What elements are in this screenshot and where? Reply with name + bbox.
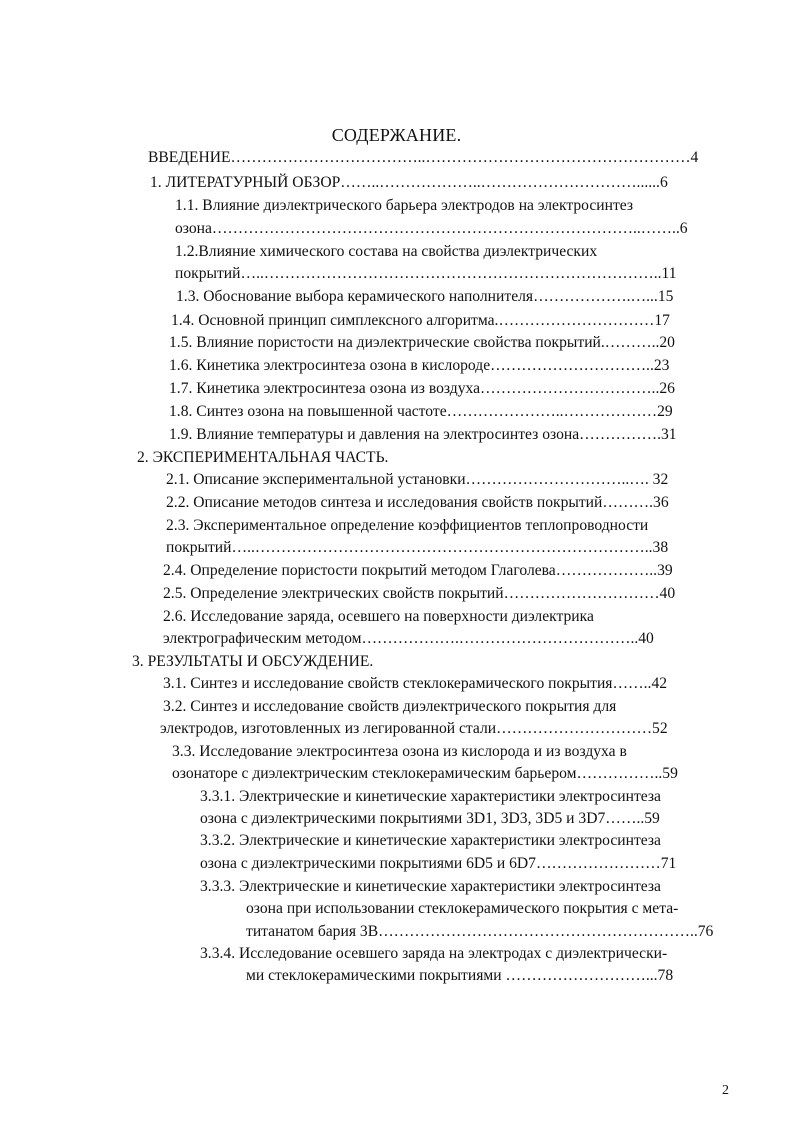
- toc-line-introduction: ВВЕДЕНИЕ………………………………..……………………………………………4: [148, 149, 699, 166]
- toc-line-2-6: 2.6. Исследование заряда, осевшего на поверхности диэлектрика: [163, 608, 594, 625]
- toc-line-2-1: 2.1. Описание экспериментальной установки…………………………..…. 32: [166, 471, 669, 488]
- toc-line-3-3: 3.3. Исследование электросинтеза озона из кислорода и из воздуха в: [172, 743, 627, 760]
- toc-line-3-3-4: 3.3.4. Исследование осевшего заряда на электродах с диэлектрически-: [200, 945, 668, 962]
- toc-line-3-3-3-cont: озона при использовании стеклокерамического покрытия с мета-: [246, 900, 679, 917]
- toc-line-3-2-cont: электродов, изготовленных из легированной стали…………………………52: [160, 720, 668, 737]
- toc-line-chapter-1: 1. ЛИТЕРАТУРНЫЙ ОБЗОР……..………………..…………………………......6: [150, 174, 668, 191]
- toc-line-1-6: 1.6. Кинетика электросинтеза озона в кислороде…………………………..23: [169, 357, 670, 374]
- page-title: СОДЕРЖАНИЕ.: [331, 125, 462, 145]
- toc-line-2-3-cont: покрытий…..…………………………………………………………………..38: [166, 539, 669, 556]
- toc-line-3-2: 3.2. Синтез и исследование свойств диэлектрического покрытия для: [163, 698, 617, 715]
- toc-line-2-6-cont: электрографическим методом……………….……………………………..40: [163, 630, 654, 647]
- toc-line-3-3-1: 3.3.1. Электрические и кинетические характеристики электросинтеза: [200, 788, 661, 805]
- toc-line-3-3-2: 3.3.2. Электрические и кинетические характеристики электросинтеза: [200, 832, 661, 849]
- toc-line-2-2: 2.2. Описание методов синтеза и исследования свойств покрытий……….36: [166, 494, 669, 511]
- toc-line-1-4: 1.4. Основной принцип симплексного алгоритма.…………………………17: [171, 312, 670, 329]
- toc-line-2-4: 2.4. Определение пористости покрытий методом Глаголева………………..39: [163, 562, 673, 579]
- toc-line-1-9: 1.9. Влияние температуры и давления на электросинтез озона…………….31: [169, 426, 677, 443]
- toc-line-1-5: 1.5. Влияние пористости на диэлектрические свойства покрытий.………..20: [169, 334, 675, 351]
- toc-line-3-3-3: 3.3.3. Электрические и кинетические характеристики электросинтеза: [200, 878, 661, 895]
- toc-line-2-5: 2.5. Определение электрических свойств покрытий…………………………40: [163, 585, 676, 602]
- toc-line-3-1: 3.1. Синтез и исследование свойств стеклокерамического покрытия……..42: [163, 675, 668, 692]
- toc-line-1-7: 1.7. Кинетика электросинтеза озона из воздуха……………………………..26: [169, 380, 675, 397]
- toc-line-3-3-2-cont: озона с диэлектрическими покрытиями 6D5 и 6D7……………………71: [200, 855, 677, 872]
- toc-line-1-1-cont: озона………………………………………………………………………..……..6: [175, 220, 688, 237]
- toc-line-1-1: 1.1. Влияние диэлектрического барьера электродов на электросинтез: [175, 197, 634, 214]
- toc-line-3-3-4-cont: ми стеклокерамическими покрытиями ………………………...78: [246, 967, 674, 984]
- toc-line-1-2: 1.2.Влияние химического состава на свойства диэлектрических: [175, 243, 598, 260]
- toc-line-3-3-1-cont: озона с диэлектрическими покрытиями 3D1, 3D3, 3D5 и 3D7……..59: [200, 810, 660, 827]
- toc-line-1-3: 1.3. Обоснование выбора керамического наполнителя……………….…...15: [176, 288, 674, 305]
- toc-line-1-2-cont: покрытий…..…………………………………………………………………..11: [175, 265, 677, 282]
- toc-line-2-3: 2.3. Экспериментальное определение коэффициентов теплопроводности: [166, 517, 649, 534]
- toc-line-chapter-3: 3. РЕЗУЛЬТАТЫ И ОБСУЖДЕНИЕ.: [132, 653, 374, 670]
- toc-line-chapter-2: 2. ЭКСПЕРИМЕНТАЛЬНАЯ ЧАСТЬ.: [137, 449, 389, 466]
- toc-line-1-8: 1.8. Синтез озона на повышенной частоте…………………..………………29: [169, 403, 673, 420]
- page-number: 2: [722, 1083, 729, 1098]
- toc-line-3-3-3-cont-2: титанатом бария 3В……………………………………………………..76: [246, 923, 714, 940]
- toc-line-3-3-cont: озонаторе с диэлектрическим стеклокерамическим барьером……………..59: [172, 765, 678, 782]
